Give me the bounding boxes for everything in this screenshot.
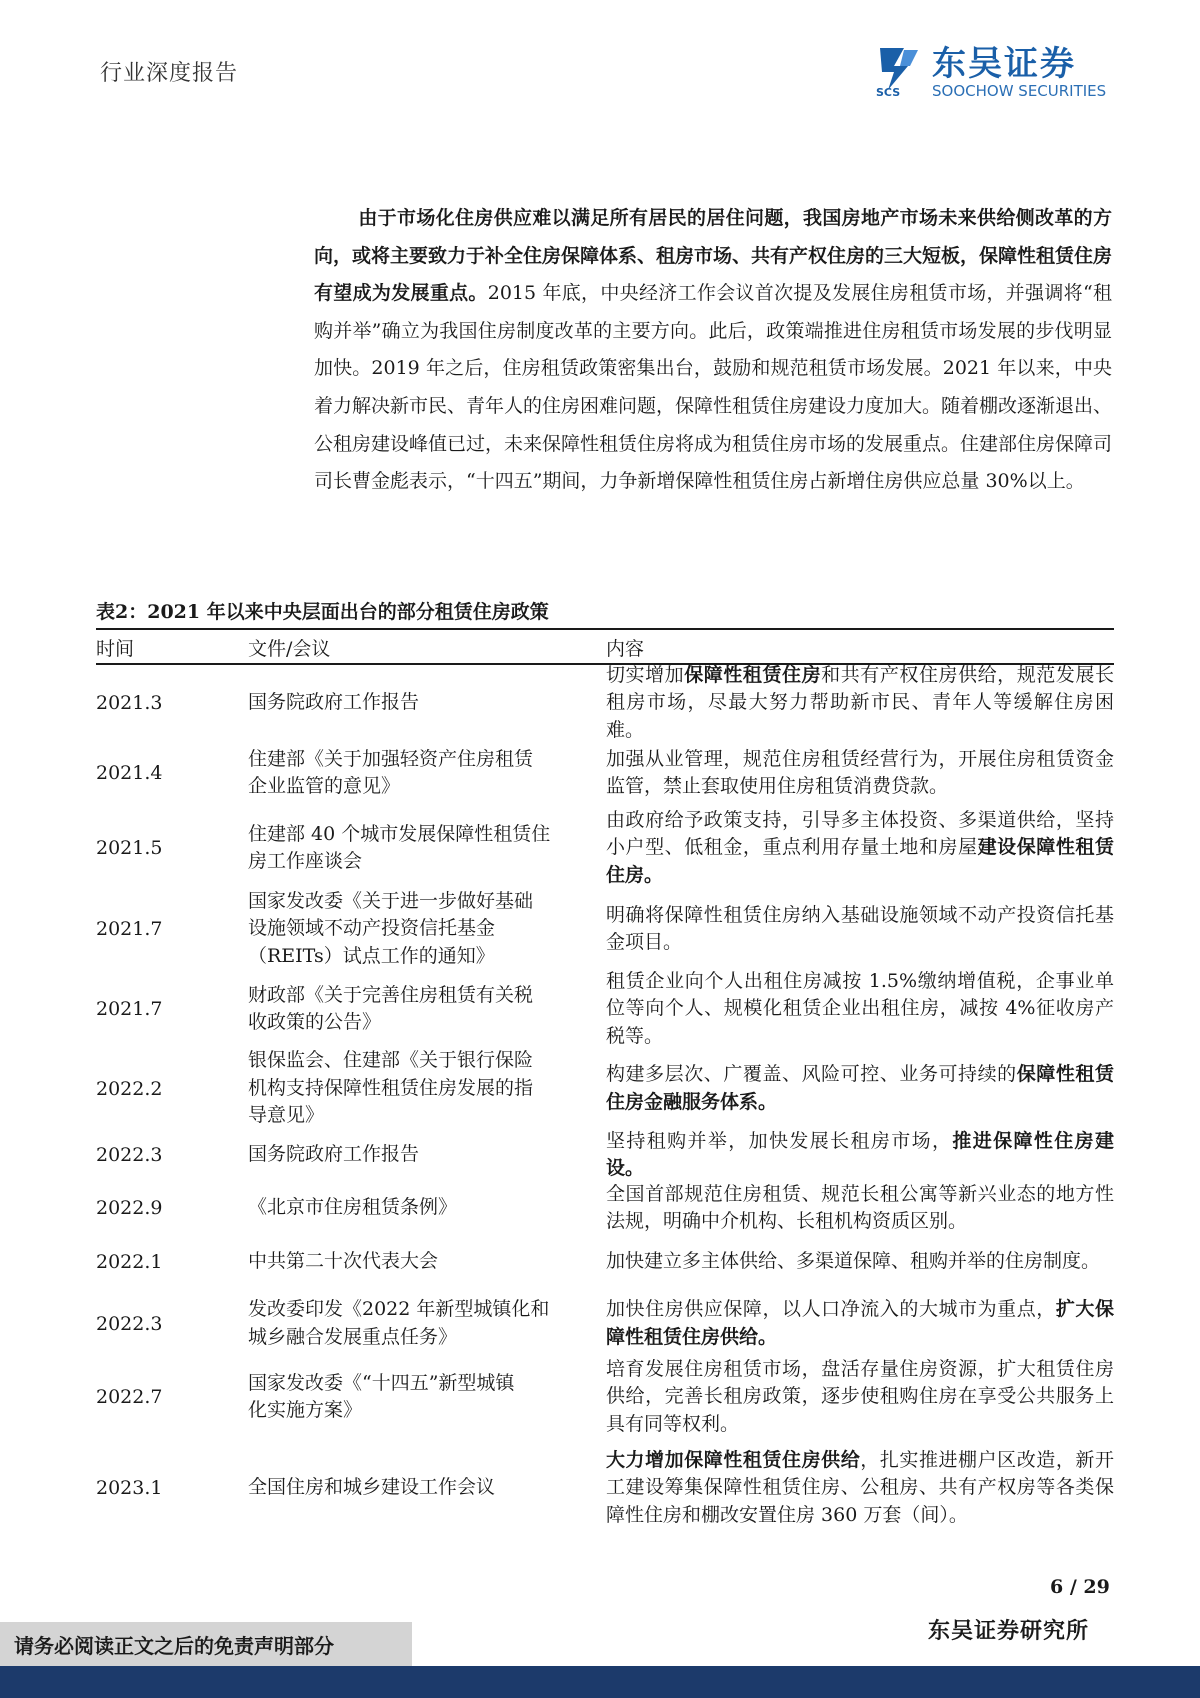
- cell-content: [606, 1436, 1114, 1540]
- cell-content: [606, 1289, 1114, 1358]
- cell-document: [248, 888, 578, 970]
- cell-document: [248, 970, 578, 1048]
- cell-date: 2022.1: [96, 1251, 163, 1273]
- document-line: 银保监会、住建部《关于银行保险: [248, 1049, 534, 1072]
- document-line: 中共第二十次代表大会: [248, 1250, 439, 1273]
- footer-brand: 东吴证券研究所: [928, 1618, 1090, 1644]
- cell-content: [606, 1235, 1114, 1289]
- cell-document: [248, 1436, 578, 1540]
- cell-date: 2021.3: [96, 692, 163, 714]
- cell-content: [606, 663, 1114, 741]
- cell-date: 2021.4: [96, 762, 163, 784]
- table-row: [96, 1129, 1114, 1181]
- content-text: 加快建立多主体供给、多渠道保障、租购并举的住房制度。: [606, 1250, 1101, 1273]
- cell-date: 2023.1: [96, 1477, 163, 1499]
- content-text: 培育发展住房租赁市场，盘活存量住房资源，扩大租赁住房供给，完善长租房政策，逐步使租购住房在享受公共服务上具有同等权利。: [606, 1357, 1114, 1435]
- table-row: [96, 1235, 1114, 1289]
- cell-content: [606, 888, 1114, 970]
- company-logo: [874, 44, 1114, 104]
- content-text: 由政府给予政策支持，引导多主体投资、多渠道供给，坚持小户型、低租金，重点利用存量土地和房屋: [606, 808, 1114, 859]
- footer-bar: [0, 1666, 1200, 1698]
- table-row: [96, 1181, 1114, 1235]
- document-line: 国家发改委《“十四五”新型城镇: [248, 1371, 515, 1394]
- body-paragraph: [314, 200, 1112, 501]
- content-text: 明确将保障性租赁住房纳入基础设施领域不动产投资信托基金项目。: [606, 903, 1114, 953]
- content-bold-text: 保障性租赁住房金融服务体系。: [606, 1063, 1114, 1113]
- document-line: 国务院政府工作报告: [248, 1143, 420, 1166]
- cell-content: [606, 1129, 1114, 1181]
- content-text: 切实增加: [606, 663, 685, 686]
- content-text: 构建多层次、广覆盖、风险可控、业务可持续的: [606, 1063, 1017, 1085]
- content-bold-text: 扩大保障性租赁住房供给。: [606, 1298, 1114, 1348]
- cell-document: [248, 808, 578, 888]
- table-row: [96, 1358, 1114, 1436]
- cell-date: 2021.5: [96, 837, 163, 859]
- cell-content: [606, 1181, 1114, 1235]
- scs-logo-icon: [874, 44, 922, 98]
- cell-document: [248, 1129, 578, 1181]
- cell-date: 2022.3: [96, 1144, 163, 1166]
- page-number: 6 / 29: [1050, 1576, 1110, 1598]
- content-text: 全国首部规范住房租赁、规范长租公寓等新兴业态的地方性法规，明确中介机构、长租机构资质区别。: [606, 1182, 1114, 1232]
- document-line: 收政策的公告》: [248, 1011, 382, 1033]
- document-line: 国务院政府工作报告: [248, 691, 420, 714]
- header-document: 文件/会议: [248, 638, 331, 660]
- content-text: 租赁企业向个人出租住房减按 1.5%缴纳增值税，企事业单位等向个人、规模化租赁企业出租住房，减按 4%征收房产税等。: [606, 969, 1114, 1047]
- document-line: 发改委印发《2022 年新型城镇化和: [248, 1298, 550, 1320]
- cell-content: [606, 738, 1114, 808]
- content-text: ，扎实推进棚户区改造，新开工建设筹集保障性租赁住房、公租房、共有产权房等各类保障性住房和棚改安置住房 360 万套（间）。: [606, 1448, 1114, 1526]
- content-bold-text: 大力增加保障性租赁住房供给: [606, 1448, 861, 1471]
- table-row: [96, 808, 1114, 888]
- document-line: 房工作座谈会: [248, 850, 363, 872]
- document-line: 国家发改委《关于进一步做好基础: [248, 889, 534, 912]
- document-line: 住建部《关于加强轻资产住房租赁: [248, 747, 534, 770]
- document-line: 导意见》: [248, 1104, 325, 1127]
- paragraph-bold-lead: 由于市场化住房供应难以满足所有居民的居住问题，我国房地产市场未来供给侧改革的方向，或将主要致力于补全住房保障体系、租房市场、共有产权住房的三大短板，保障性租赁住房有望成为发展重点。: [314, 207, 1113, 305]
- header-date: 时间: [96, 638, 135, 660]
- document-line: 《北京市住房租赁条例》: [248, 1196, 458, 1219]
- disclaimer-text: 请务必阅读正文之后的免责声明部分: [14, 1634, 334, 1658]
- cell-date: 2021.7: [96, 918, 163, 940]
- document-line: 机构支持保障性租赁住房发展的指: [248, 1076, 534, 1099]
- content-text: 和共有产权住房供给，规范发展长租房市场，尽最大努力帮助新市民、青年人等缓解住房困难。: [606, 663, 1114, 741]
- cell-document: [248, 668, 578, 738]
- table-row: [96, 970, 1114, 1048]
- logo-english-name: SOOCHOW SECURITIES: [932, 82, 1107, 100]
- document-line: 财政部《关于完善住房租赁有关税: [248, 983, 534, 1006]
- paragraph-body: 2015 年底，中央经济工作会议首次提及发展住房租赁市场，并强调将“租购并举”确立为我国住房制度改革的主要方向。此后，政策端推进住房租赁市场发展的步伐明显加快。2019 年之后，住房租赁政策密集出台，鼓励和规范租赁市场发展。2021 年以来，中央着力解决新市民、青年人的住房困难问题，保障性租赁住房建设力度加大。随着棚改逐渐退出、公租房建设峰值已过，未来保障性租赁住房将成为租赁住房市场的发展重点。住建部住房保障司司长曹金彪表示，“十四五”期间，力争新增保障性租赁住房占新增住房供应总量 30%以上。: [314, 282, 1113, 493]
- table-title: 表2：2021 年以来中央层面出台的部分租赁住房政策: [96, 601, 549, 623]
- table-row: [96, 888, 1114, 970]
- report-type-label: 行业深度报告: [100, 61, 239, 86]
- table-row: [96, 663, 1114, 741]
- cell-document: [248, 1048, 578, 1129]
- cell-date: 2022.2: [96, 1077, 163, 1100]
- content-bold-text: 保障性租赁住房: [684, 663, 822, 686]
- cell-content: [606, 1048, 1114, 1129]
- cell-content: [606, 808, 1114, 888]
- document-line: 住建部 40 个城市发展保障性租赁住: [248, 822, 551, 845]
- table-row: [96, 1436, 1114, 1540]
- logo-chinese-name: 东吴证券: [932, 44, 1076, 84]
- table-row: [96, 1289, 1114, 1358]
- cell-document: [248, 1358, 578, 1436]
- document-line: 化实施方案》: [248, 1399, 363, 1421]
- cell-content: [606, 970, 1114, 1048]
- cell-date: 2021.7: [96, 998, 163, 1020]
- cell-document: [248, 1181, 578, 1235]
- logo-abbr-text: SCS: [876, 86, 901, 98]
- content-text: 加快住房供应保障，以人口净流入的大城市为重点，: [606, 1298, 1056, 1320]
- cell-date: 2022.7: [96, 1386, 163, 1408]
- table-row: [96, 738, 1114, 808]
- table-top-rule: [96, 628, 1114, 630]
- document-line: 设施领域不动产投资信托基金: [248, 917, 496, 940]
- cell-document: [248, 1289, 578, 1358]
- document-line: 城乡融合发展重点任务》: [248, 1325, 458, 1348]
- document-line: （REITs）试点工作的通知》: [248, 944, 495, 967]
- content-bold-text: 推进保障性住房建设。: [606, 1129, 1114, 1179]
- cell-date: 2022.9: [96, 1197, 163, 1219]
- content-text: 加强从业管理，规范住房租赁经营行为，开展住房租赁资金监管，禁止套取使用住房租赁消费贷款。: [606, 747, 1114, 797]
- cell-content: [606, 1358, 1114, 1436]
- table-row: [96, 1048, 1114, 1129]
- cell-date: 2022.3: [96, 1312, 163, 1335]
- document-line: 企业监管的意见》: [248, 775, 401, 797]
- document-line: 全国住房和城乡建设工作会议: [248, 1476, 496, 1499]
- header-content: 内容: [606, 638, 645, 660]
- content-text: 坚持租购并举，加快发展长租房市场，: [606, 1129, 953, 1152]
- cell-document: [248, 1235, 578, 1289]
- content-bold-text: 建设保障性租赁住房。: [606, 836, 1114, 886]
- cell-document: [248, 738, 578, 808]
